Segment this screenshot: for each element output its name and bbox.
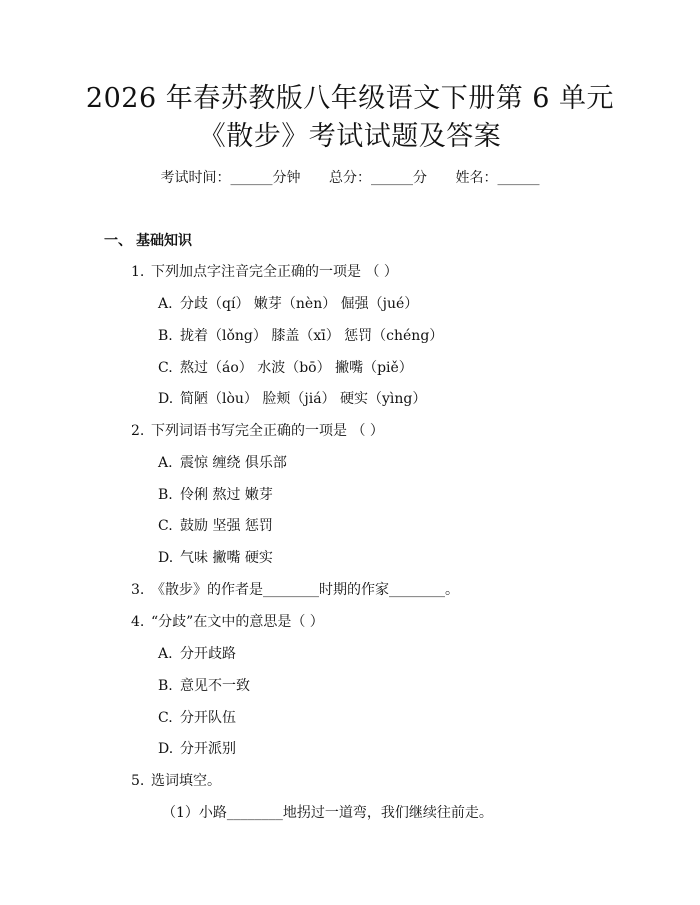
q1-option-b [158, 326, 443, 346]
question-3 [131, 580, 459, 600]
question-text: 《散步》的作者是________时期的作家________。 [151, 582, 459, 598]
title-line-1: 2026 年春苏教版八年级语文下册第 6 单元 [85, 83, 615, 114]
option-text: 分开队伍 [180, 710, 236, 726]
section-heading [104, 231, 192, 251]
option-text: 拢着（lǒng） 膝盖（xī） 惩罚（chéng） [180, 328, 444, 344]
option-text: 分开歧路 [180, 646, 236, 662]
question-number: 3. [131, 582, 145, 598]
option-text: 震惊 缠绕 俱乐部 [180, 455, 287, 471]
q2-option-b [158, 485, 273, 505]
question-4 [131, 612, 324, 632]
exam-time: 考试时间：______分钟 [160, 170, 301, 186]
option-text: 分开派别 [180, 741, 236, 757]
section-number: 一、 [104, 233, 132, 249]
option-text: 气味 撇嘴 硬实 [180, 550, 273, 566]
option-label: A. [158, 296, 173, 312]
question-text: 下列词语书写完全正确的一项是 （ ） [151, 423, 384, 439]
question-text: 下列加点字注音完全正确的一项是 （ ） [151, 264, 398, 280]
q4-option-a [158, 644, 236, 664]
q5-sub-1: （1）小路________地拐过一道弯，我们继续往前走。 [162, 805, 493, 821]
option-text: 鼓励 坚强 惩罚 [180, 518, 273, 534]
q1-option-d [158, 389, 426, 409]
option-text: 伶俐 熬过 嫩芽 [180, 487, 273, 503]
question-number: 4. [131, 614, 145, 630]
q2-option-c [158, 516, 273, 536]
question-number: 2. [131, 423, 145, 439]
option-label: B. [158, 678, 173, 694]
q4-option-d [158, 739, 236, 759]
q1-option-c [158, 358, 413, 378]
q4-option-c [158, 708, 236, 728]
option-label: C. [158, 360, 173, 376]
question-number: 5. [131, 773, 145, 789]
option-text: 意见不一致 [180, 678, 250, 694]
option-text: 分歧（qí） 嫩芽（nèn） 倔强（jué） [180, 296, 419, 312]
option-label: C. [158, 710, 173, 726]
q2-option-a [158, 453, 287, 473]
total-score: 总分：______分 [329, 170, 427, 186]
option-label: D. [158, 741, 174, 757]
option-label: B. [158, 328, 173, 344]
option-label: C. [158, 518, 173, 534]
q4-option-b [158, 676, 250, 696]
q2-option-d [158, 548, 273, 568]
option-text: 熬过（áo） 水波（bō） 撇嘴（piě） [180, 360, 413, 376]
question-5 [131, 771, 221, 791]
option-label: D. [158, 550, 174, 566]
option-label: A. [158, 455, 173, 471]
question-text: 选词填空。 [151, 773, 221, 789]
option-label: A. [158, 646, 173, 662]
option-label: D. [158, 391, 174, 407]
question-number: 1. [131, 264, 145, 280]
question-text: “分歧”在文中的意思是（ ） [151, 614, 324, 630]
title-line-2: 《散步》考试试题及答案 [198, 121, 502, 152]
option-label: B. [158, 487, 173, 503]
exam-meta [0, 168, 700, 188]
question-2 [131, 421, 384, 441]
option-text: 简陋（lòu） 脸颊（jiá） 硬实（yìng） [180, 391, 427, 407]
question-1 [131, 262, 398, 282]
student-name: 姓名：______ [455, 170, 540, 186]
section-title: 基础知识 [136, 233, 192, 249]
q1-option-a [158, 294, 418, 314]
